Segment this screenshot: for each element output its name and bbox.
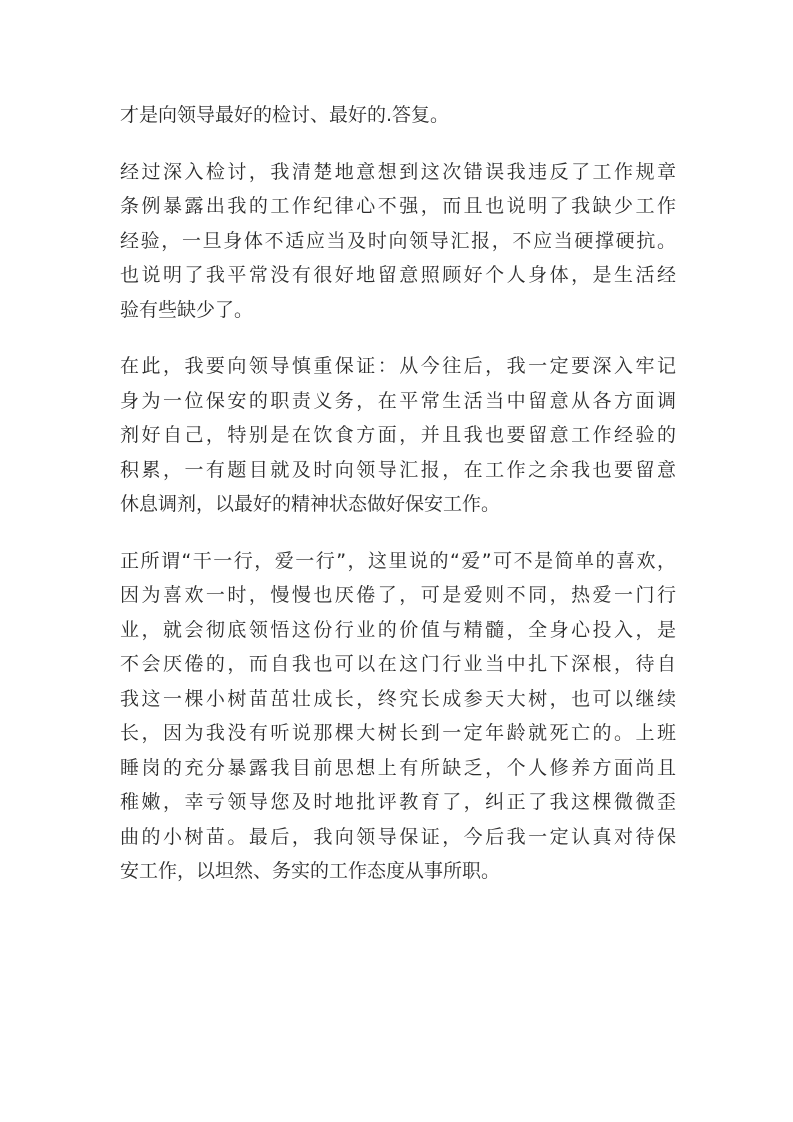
text-line: 才是向领导最好的检讨、最好的.答复。 [120, 104, 450, 126]
paragraph-3 [120, 349, 676, 522]
text-line: 休息调剂，以最好的精神状态做好保安工作。 [120, 493, 501, 515]
text-line: 正所谓“干一行，爱一行”，这里说的“爱”可不是简单的喜欢， [120, 549, 676, 572]
text-line: 睡岗的充分暴露我目前思想上有所缺乏，个人修养方面尚且 [120, 756, 676, 779]
text-line: 因为喜欢一时，慢慢也厌倦了，可是爱则不同，热爱一门行 [120, 584, 676, 606]
text-line: 验有些缺少了。 [120, 298, 254, 321]
paragraph-2 [120, 155, 676, 328]
text-line: 积累，一有题目就及时向领导汇报，在工作之余我也要留意 [120, 458, 676, 481]
text-line: 不会厌倦的，而自我也可以在这门行业当中扎下深根，待自 [120, 653, 676, 675]
document-body [120, 98, 676, 911]
text-line: 也说明了我平常没有很好地留意照顾好个人身体，是生活经 [120, 264, 676, 286]
text-line: 业，就会彻底领悟这份行业的价值与精髓，全身心投入，是 [120, 618, 676, 641]
text-line: 我这一棵小树苗茁壮成长，终究长成参天大树，也可以继续 [120, 687, 676, 710]
text-line: 长，因为我没有听说那棵大树长到一定年龄就死亡的。上班 [120, 722, 676, 744]
text-line: 身为一位保安的职责义务，在平常生活当中留意从各方面调 [120, 389, 676, 412]
text-line: 曲的小树苗。最后，我向领导保证，今后我一定认真对待保 [120, 825, 676, 848]
text-line: 安工作，以坦然、务实的工作态度从事所职。 [120, 860, 501, 882]
text-line: 经验，一旦身体不适应当及时向领导汇报，不应当硬撑硬抗。 [120, 229, 676, 252]
text-line: 稚嫩，幸亏领导您及时地批评教育了，纠正了我这棵微微歪 [120, 791, 676, 813]
paragraph-4 [120, 544, 676, 889]
text-line: 经过深入检讨，我清楚地意想到这次错误我违反了工作规章 [120, 160, 676, 183]
text-line: 在此，我要向领导慎重保证：从今往后，我一定要深入牢记 [120, 355, 676, 377]
text-line: 条例暴露出我的工作纪律心不强，而且也说明了我缺少工作 [120, 195, 676, 217]
text-line: 剂好自己，特别是在饮食方面，并且我也要留意工作经验的 [120, 424, 676, 446]
paragraph-1 [120, 98, 676, 133]
